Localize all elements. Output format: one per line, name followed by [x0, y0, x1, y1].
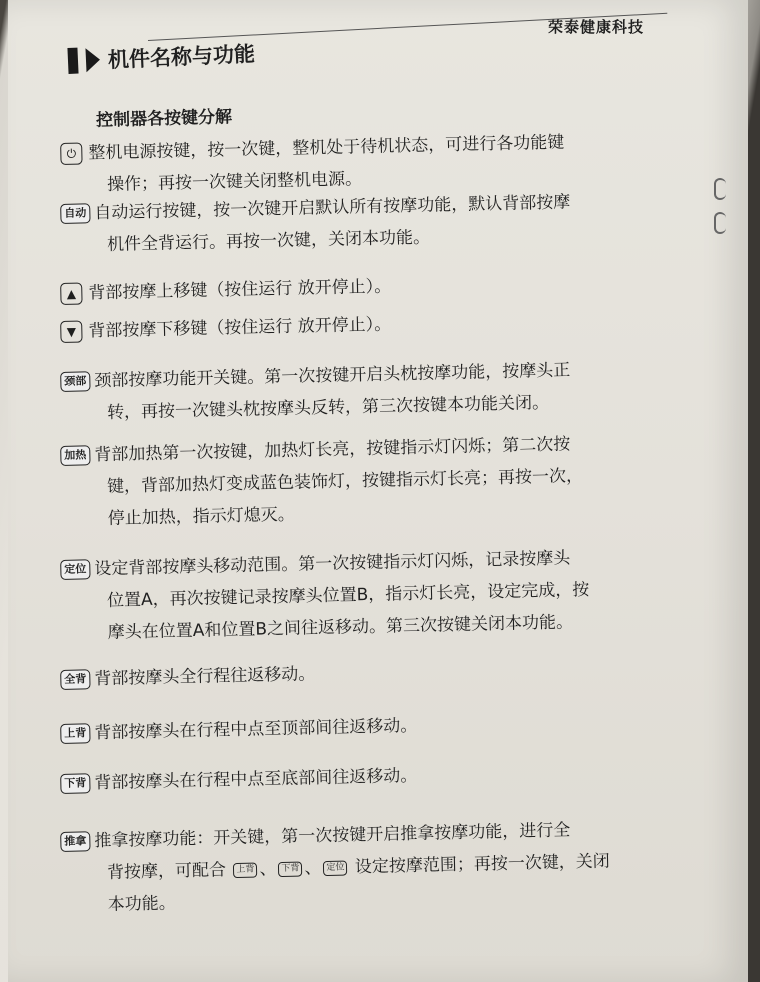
auto-key-icon: 自动	[60, 203, 90, 224]
entry-neck	[60, 351, 711, 430]
section-title	[67, 38, 255, 76]
entry-text-line: 背部按摩头在行程中点至底部间往返移动。	[94, 765, 418, 794]
entry-text-line: 本功能。	[107, 893, 177, 915]
up-arrow-icon: ▲	[60, 282, 82, 304]
separator: 、	[304, 858, 322, 879]
entry-text-fragment: 背按摩，可配合	[106, 860, 227, 883]
binder-ring-icon	[714, 178, 726, 200]
entry-down	[60, 301, 711, 348]
entry-text-line: 推拿按摩功能：开关键，第一次按键开启推拿按摩功能，进行全	[94, 820, 571, 852]
entry-text-line: 停止加热，指示灯熄灭。	[107, 504, 295, 529]
position-key-icon: 定位	[323, 860, 347, 876]
entry-text-line: 背部按摩头在行程中点至顶部间往返移动。	[94, 715, 418, 744]
entry-heat	[60, 425, 712, 536]
entry-text-line: 摩头在位置A和位置B之间往返移动。第三次按键关闭本功能。	[107, 612, 574, 643]
entry-text-line: 背部加热第一次按键，加热灯长亮，按键指示灯闪烁；第二次按	[94, 434, 571, 466]
entry-tuina	[60, 811, 712, 922]
entry-text-line: 背部按摩头全行程往返移动。	[94, 664, 316, 690]
entry-text-fragment: 设定按摩范围；再按一次键，关闭	[354, 851, 611, 878]
power-icon: ⏻	[60, 142, 82, 164]
full-back-key-icon: 全背	[60, 669, 90, 690]
entry-text-line: 转，再按一次键头枕按摩头反转，第三次按键本功能关闭。	[106, 392, 550, 423]
neck-key-icon: 颈部	[60, 371, 90, 392]
brand-name: 荣泰健康科技	[548, 18, 645, 36]
subtitle: 控制器各按键分解	[95, 107, 233, 131]
entry-text-line: 自动运行按键，按一次键开启默认所有按摩功能，默认背部按摩	[94, 192, 571, 224]
entry-text-line: 设定背部按摩头移动范围。第一次按键指示灯闪烁，记录按摩头	[94, 548, 571, 580]
entry-text-line: 操作；再按一次键关闭整机电源。	[106, 169, 363, 195]
manual-page	[8, 0, 748, 982]
entry-text-line: 机件全背运行。再按一次键，关闭本功能。	[106, 227, 431, 255]
entry-text-line: 背部按摩下移键（按住运行 放开停止）。	[88, 314, 392, 342]
entry-lower-back	[60, 753, 711, 800]
entry-text-line: 键，背部加热灯变成蓝色装饰灯，按键指示灯长亮；再按一次，	[106, 466, 584, 497]
lower-back-key-icon: 下背	[60, 773, 90, 794]
section-title-text: 机件名称与功能	[107, 41, 256, 73]
entry-text-line: 位置A，再次按键记录按摩头位置B，指示灯长亮，设定完成，按	[106, 580, 590, 611]
entry-auto	[60, 183, 711, 262]
entry-position	[60, 539, 712, 650]
upper-back-key-icon: 上背	[60, 723, 90, 744]
entry-full-back	[60, 649, 711, 696]
entry-text-line: 背部按摩上移键（按住运行 放开停止）。	[88, 276, 392, 304]
position-key-icon: 定位	[60, 559, 90, 580]
title-bar-icon	[67, 48, 78, 74]
binder-ring-icon	[714, 212, 726, 234]
tuina-key-icon: 推拿	[60, 831, 90, 852]
down-arrow-icon: ▼	[60, 320, 82, 342]
entry-upper-back	[60, 703, 711, 750]
heat-key-icon: 加热	[60, 445, 90, 466]
title-arrow-icon	[85, 48, 100, 73]
lower-back-key-icon: 下背	[278, 861, 302, 877]
entry-text-line: 整机电源按键，按一次键，整机处于待机状态，可进行各功能键	[88, 132, 565, 164]
upper-back-key-icon: 上背	[233, 862, 257, 878]
separator: 、	[259, 859, 277, 880]
entry-text-line: 颈部按摩功能开关键。第一次按键开启头枕按摩功能，按摩头正	[94, 360, 571, 392]
